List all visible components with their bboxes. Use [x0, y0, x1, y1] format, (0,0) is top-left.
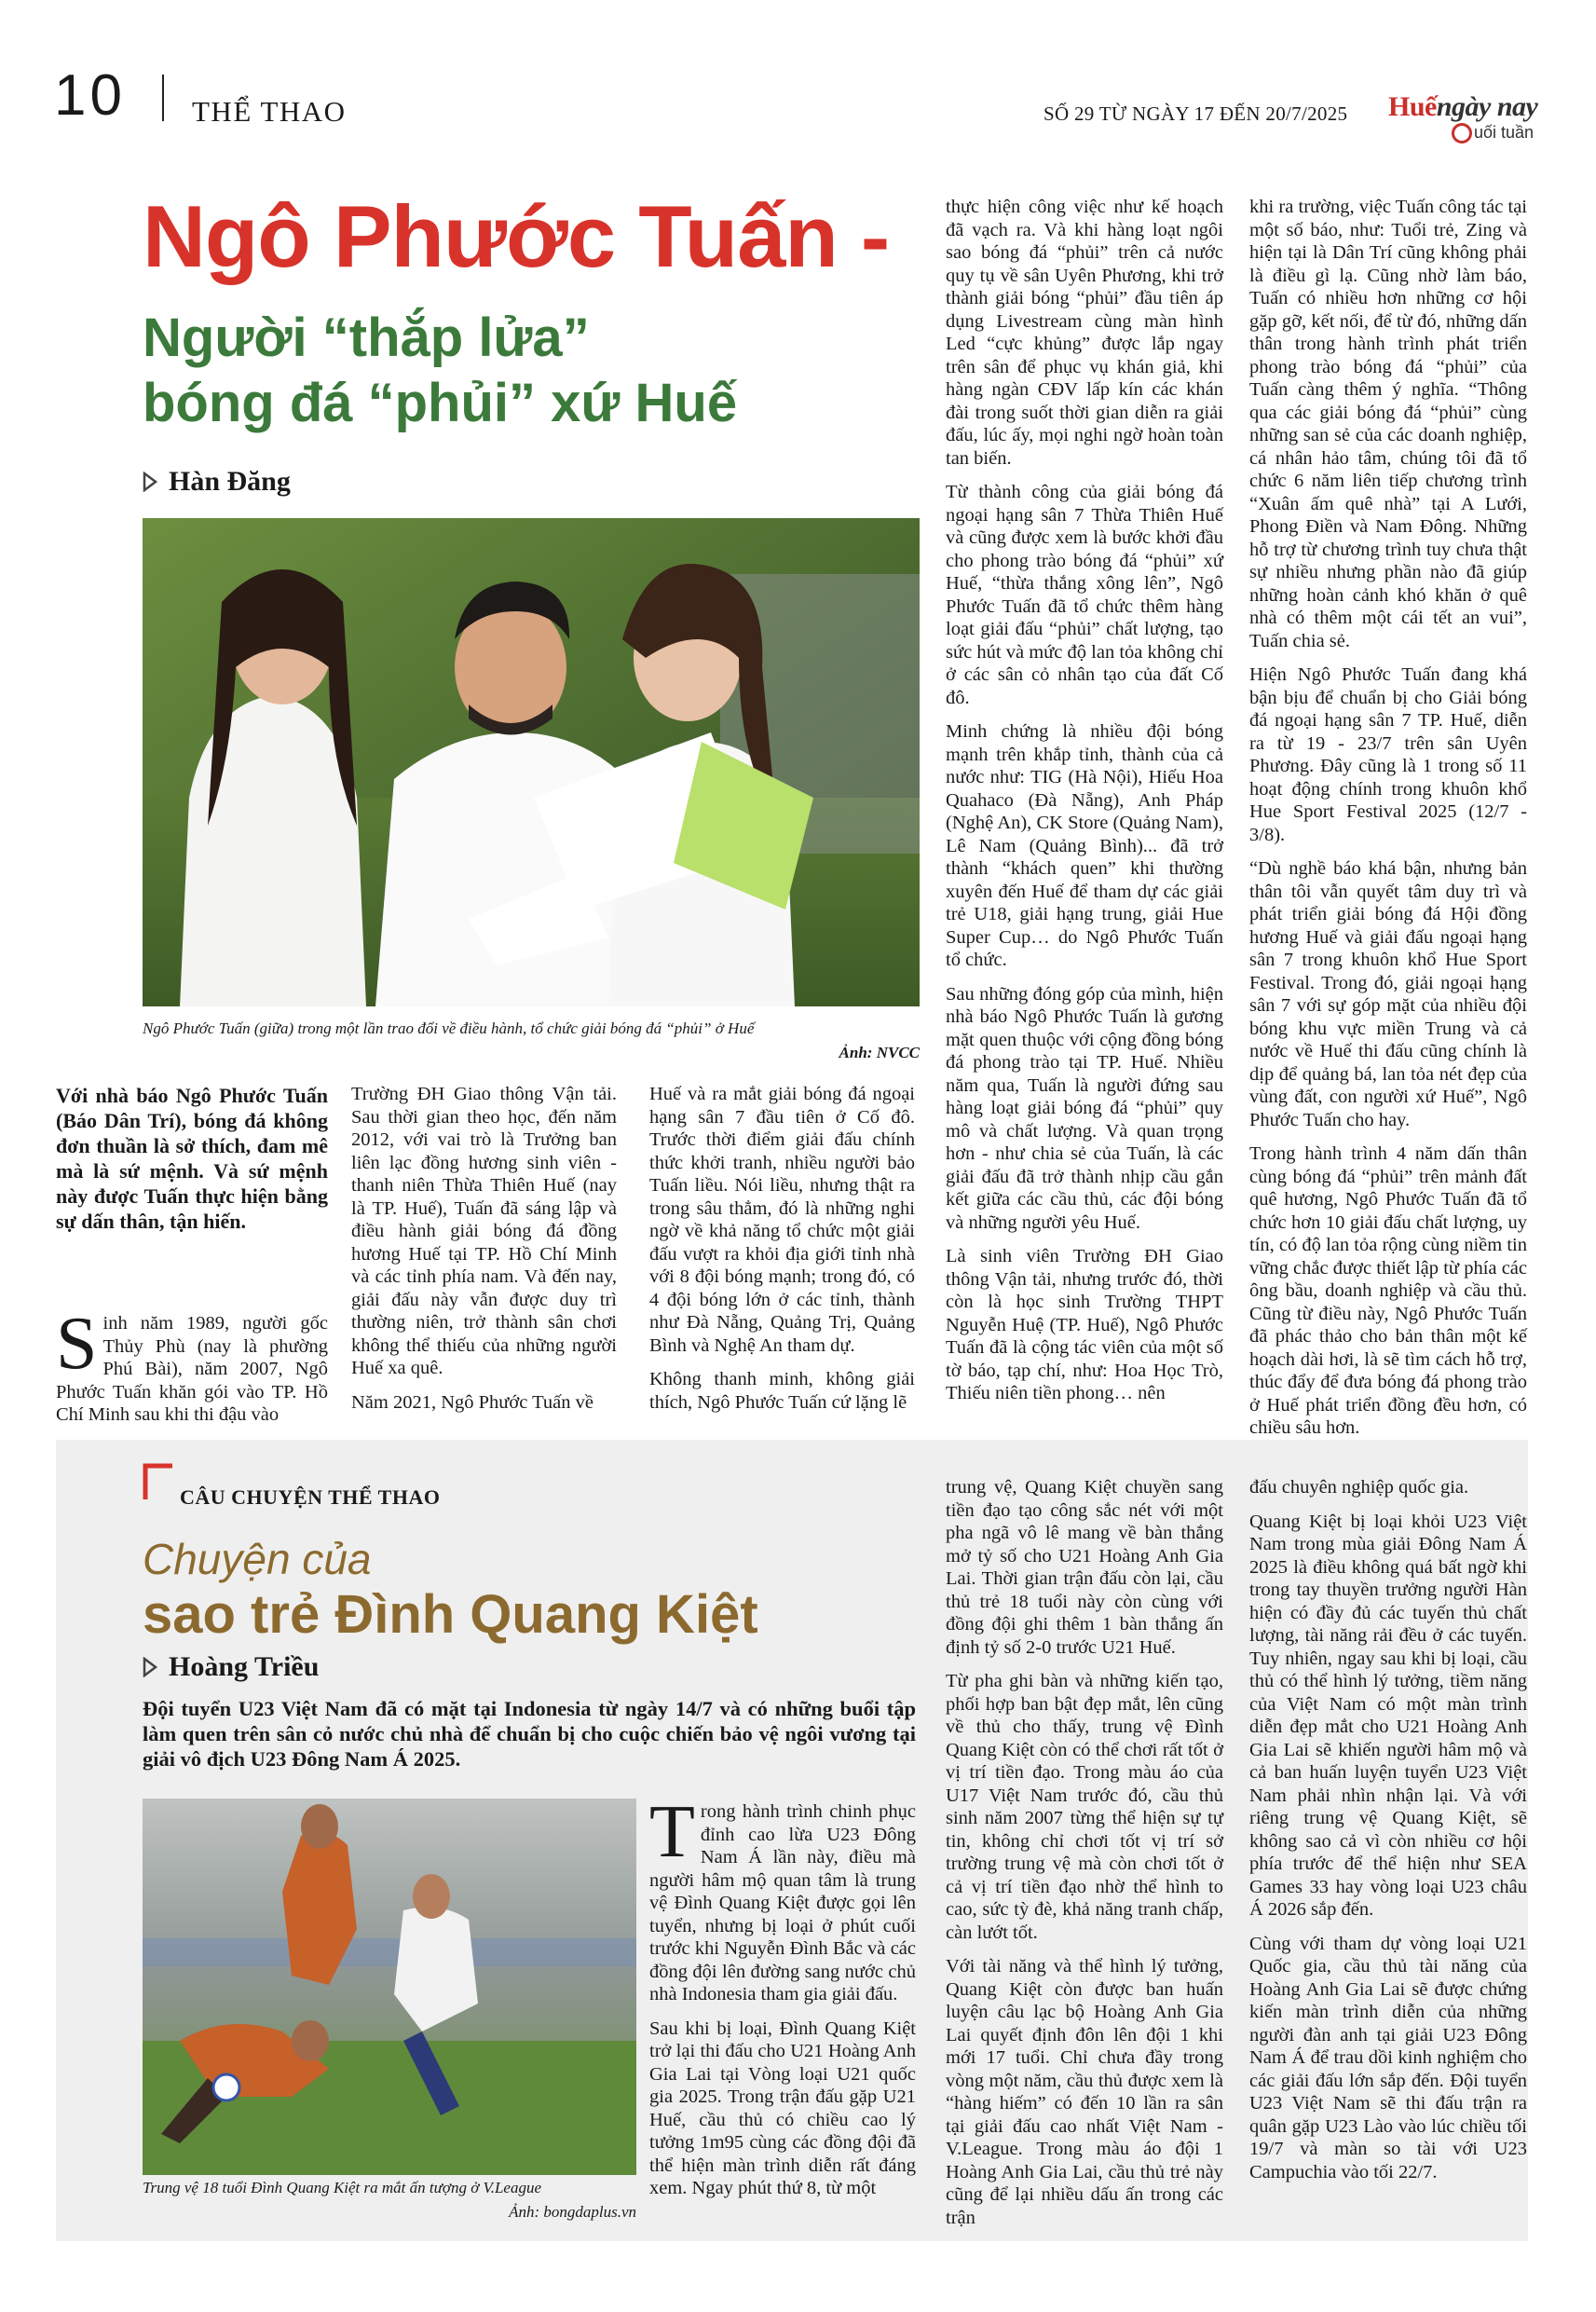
masthead-sub: uối tuần	[1474, 123, 1535, 142]
byline-author: Hoàng Triều	[169, 1651, 320, 1682]
photo-credit: Ảnh: bongdaplus.vn	[509, 2203, 636, 2221]
paragraph: inh năm 1989, người gốc Thủy Phù (nay là phường Phú Bài), năm 2007, Ngô Phước Tuấn khăn gói vào TP. Hồ Chí Minh sau khi thi đậu vào	[56, 1313, 328, 1425]
masthead-part1: Huế	[1388, 91, 1437, 122]
paragraph: Cùng với tham dự vòng loại U21 Quốc gia, cầu thủ tài năng của Hoàng Anh Gia Lai sẽ được chứng kiến màn trình diễn của những người đàn anh tại giải U23 Đông Nam Á để trau dồi kinh nghiệm cho các giải đấu lớn sắp đến. Đội tuyển U23 Việt Nam sẽ thi đấu trận ra quân gặp U23 Lào vào lúc chiều tối 19/7 và màn so tài với U23 Campuchia vào tối 22/7.	[1249, 1933, 1527, 2182]
masthead-logo	[1388, 93, 1556, 158]
photo-credit: Ảnh: NVCC	[839, 1044, 920, 1061]
headline2-line1: Chuyện của	[143, 1535, 372, 1583]
photo-caption: Trung vệ 18 tuổi Đình Quang Kiệt ra mắt ấn tượng ở V.League	[143, 2179, 542, 2196]
paragraph: Không thanh minh, không giải thích, Ngô Phước Tuấn cứ lặng lẽ	[649, 1369, 915, 1413]
section-bracket-icon	[143, 1463, 174, 1502]
masthead-c-icon	[1452, 123, 1472, 144]
body-column-b	[351, 1083, 617, 1425]
headline2-line2: sao trẻ Đình Quang Kiệt	[143, 1584, 758, 1645]
paragraph: Trường ĐH Giao thông Vận tải. Sau thời gian theo học, đến năm 2012, với vai trò là Trưởng ban liên lạc đồng hương sinh viên - thanh niên Thừa Thiên Huế (nay là TP. Huế), Tuấn đã sáng lập và điều hành giải bóng đá đồng hương Huế tại TP. Hồ Chí Minh và các tỉnh phía nam. Và đến nay, giải đấu này vẫn được duy trì thường niên, trở thành sân chơi không thể thiếu của những người Huế xa quê.	[351, 1084, 617, 1378]
paragraph: rong hành trình chinh phục đỉnh cao lừa U23 Đông Nam Á lần này, điều mà người hâm mộ quan tâm là trung vệ Đình Quang Kiệt được gọi lên tuyển, nhưng bị loại ở phút cuối trước khi Nguyễn Đình Bắc và các đồng đội lên đường sang nước chủ nhà Indonesia tham gia giải đấu.	[649, 1801, 916, 2004]
drop-cap: T	[649, 1791, 695, 1873]
body-column-d	[946, 196, 1223, 1416]
play-triangle-icon	[143, 1657, 156, 1677]
article-lead: Đội tuyển U23 Việt Nam đã có mặt tại Indonesia từ ngày 14/7 và có những buổi tập làm quen trên sân cỏ nước chủ nhà để chuẩn bị cho cuộc chiến bảo vệ ngôi vương tại giải vô địch U23 Đông Nam Á 2025.	[143, 1697, 916, 1771]
paragraph: Sau khi bị loại, Đình Quang Kiệt trở lại thi đấu cho U21 Hoàng Anh Gia Lai tại Vòng loại U21 quốc gia 2025. Trong trận đấu gặp U21 Huế, cầu thủ có chiều cao lý tưởng 1m95 cùng các đồng đội đã thể hiện màn trình diễn rất đáng xem. Ngay phút thứ 8, từ một	[649, 2018, 916, 2198]
play-triangle-icon	[143, 472, 156, 492]
paragraph: Với tài năng và thể hình lý tưởng, Quang Kiệt còn được ban huấn luyện câu lạc bộ Hoàng Anh Gia Lai quyết định đôn lên đội 1 khi mới 17 tuổi. Chỉ chưa đầy trong vòng một năm, cầu thủ được xem là “hàng hiếm” có đến 10 lần ra sân tại giải đấu cao nhất Việt Nam - V.League. Trong màu áo đội 1 Hoàng Anh Gia Lai, cầu thủ trẻ này cũng để lại nhiều dấu ấn trong các trận	[946, 1956, 1223, 2228]
article-lead: Với nhà báo Ngô Phước Tuấn (Báo Dân Trí), bóng đá không đơn thuần là sở thích, đam mê mà là sứ mệnh. Và sứ mệnh này được Tuấn thực hiện bằng sự dấn thân, tận hiến.	[56, 1084, 328, 1233]
paragraph: Sau những đóng góp của mình, hiện nhà báo Ngô Phước Tuấn là gương mặt quen thuộc với cộng đồng bóng đá phong trào tại TP. Huế. Nhiều năm qua, Tuấn là người đứng sau hàng loạt giải bóng đá “phủi” quy mô và chất lượng. Và quan trọng hơn - như chia sẻ của Tuấn, là các giải đấu đã trở thành nhịp cầu gắn kết giữa các cầu thủ, các đội bóng và những người yêu Huế.	[946, 983, 1223, 1233]
headline-sub-line2: bóng đá “phủi” xứ Huế	[143, 373, 738, 433]
byline	[143, 466, 291, 498]
header-divider	[162, 75, 164, 121]
paragraph: Minh chứng là nhiều đội bóng mạnh trên khắp tỉnh, thành của cả nước như: TIG (Hà Nội), Hiếu Hoa Quahaco (Đà Nẵng), Anh Pháp (Nghệ An), CK Store (Quảng Nam), Lê Nam (Quảng Bình)... đã trở thành “khách quen” khi thường xuyên đến Huế để tham dự các giải trẻ U18, giải hạng trung, giải Hue Super Cup… do Ngô Phước Tuấn tổ chức.	[946, 721, 1223, 970]
byline-author: Hàn Đăng	[169, 466, 291, 497]
paragraph: đấu chuyên nghiệp quốc gia.	[1249, 1477, 1469, 1498]
paragraph: Từ pha ghi bàn và những kiến tạo, phối hợp ban bật đẹp mắt, lên cũng về thủ cho thấy, trung vệ Đình Quang Kiệt còn có thể chơi rất tốt ở vị trí tiền đạo. Trong màu áo của U17 Việt Nam trước đó, cầu thủ sinh năm 2007 từng thể hiện sự tự tin, không chỉ chơi tốt vị trí sở trường trung vệ mà còn chơi tốt ở cả vị trí tiền đạo nhờ thể hình to cao, sức tỳ đè, khả năng tranh chấp, càn lướt tốt.	[946, 1671, 1223, 1943]
paragraph: thực hiện công việc như kế hoạch đã vạch ra. Và khi hàng loạt ngôi sao bóng đá “phủi” trên cả nước quy tụ về sân Uyên Phương, khi trở thành giải bóng “phủi” đầu tiên áp dụng Livestream cùng màn hình Led “cực khủng” được lắp ngay trên sân để phục vụ khán giả, khi hàng ngàn CĐV lấp kín các khán đài trong suốt thời gian diễn ra giải đấu, lúc ấy, mọi nghi ngờ hoàn toàn tan biến.	[946, 197, 1223, 469]
byline	[143, 1651, 319, 1683]
paragraph: Hiện Ngô Phước Tuấn đang khá bận bịu để chuẩn bị cho Giải bóng đá ngoại hạng sân 7 TP. Huế, diễn ra từ 19 - 23/7 trên sân Uyên Phương. Đây cũng là 1 trong số 11 hoạt động chính trong khuôn khổ Hue Sport Festival 2025 (12/7 - 3/8).	[1249, 664, 1527, 845]
paragraph: Năm 2021, Ngô Phước Tuấn về	[351, 1391, 593, 1413]
article-photo-match	[143, 1799, 636, 2175]
issue-info: SỐ 29 TỪ NGÀY 17 ĐẾN 20/7/2025	[1044, 103, 1348, 125]
headline-sub-line1: Người “thắp lửa”	[143, 308, 590, 368]
body-column-g	[946, 1476, 1223, 2240]
headline-main: Ngô Phước Tuấn -	[143, 187, 890, 285]
paragraph: Là sinh viên Trường ĐH Giao thông Vận tải, nhưng trước đó, thời còn là học sinh Trường THPT Nguyễn Huệ (TP. Huế), Ngô Phước Tuấn đã là cộng tác viên của một số tờ báo, tạp chí, như: Hoa Học Trò, Thiếu niên tiền phong… nên	[946, 1246, 1223, 1403]
section-tag: CÂU CHUYỆN THỂ THAO	[180, 1485, 441, 1509]
page-number: 10	[54, 63, 126, 128]
paragraph: Từ thành công của giải bóng đá ngoại hạng sân 7 Thừa Thiên Huế và cũng được xem là bước khởi đầu cho phong trào bóng đá “phủi” xứ Huế, “thừa thắng xông lên”, Ngô Phước Tuấn đã tổ chức thêm hàng loạt giải đấu “phủi” chất lượng, tạo sức hút và mức độ lan tỏa không chỉ ở các sân cỏ nhân tạo của đất Cố đô.	[946, 482, 1223, 708]
paragraph: Trong hành trình 4 năm dấn thân cùng bóng đá “phủi” trên mảnh đất quê hương, Ngô Phước Tuấn đã tổ chức hơn 10 giải đấu chất lượng, uy tín, có độ lan tỏa rộng cùng niềm tin vững chắc được thiết lập từ phía các ông bầu, doanh nghiệp và cầu thủ. Cũng từ điều này, Ngô Phước Tuấn đã phác thảo cho bản thân một kế hoạch dài hơi, là sẽ tìm cách hỗ trợ, thúc đẩy để đưa bóng đá phong trào ở Huế phát triển đồng đều hơn, có chiều sâu hơn.	[1249, 1143, 1527, 1438]
body-column-c	[649, 1083, 915, 1425]
body-column-f	[649, 1791, 916, 2211]
paragraph: Huế và ra mắt giải bóng đá ngoại hạng sân 7 đầu tiên ở Cố đô. Trước thời điểm giải đấu chính thức khởi tranh, nhiều người bảo Tuấn liều. Nói liều, nhưng thật ra trong sâu thẳm, đó là những nghi ngờ về khả năng tổ chức một giải đấu vượt ra khỏi địa giới tỉnh nhà với 8 đội bóng mạnh; trong đó, có 4 đội bóng lớn ở các tỉnh, thành như Đà Nẵng, Quảng Trị, Quảng Bình và Nghệ An tham dự.	[649, 1084, 915, 1356]
paragraph: Quang Kiệt bị loại khỏi U23 Việt Nam trong mùa giải Đông Nam Á 2025 là điều không quá bất ngờ khi trong tay thuyền trưởng người Hàn hiện có đầy đủ các tuyến thủ chất lượng, tài năng rải đều ở các tuyến. Tuy nhiên, ngay sau khi bị loại, cầu thủ có thể hình lý tưởng, tiềm năng của Việt Nam có một màn trình diễn đẹp mắt cho U21 Hoàng Anh Gia Lai sẽ khiến người hâm mộ và cả ban huấn luyện tuyển U23 Việt Nam phải nhìn nhận lại. Và với riêng trung vệ Quang Kiệt, sẽ không sao cả vì còn nhiều cơ hội phía trước để thể hiện như SEA Games 33 hay vòng loại U23 châu Á 2026 sắp đến.	[1249, 1511, 1527, 1920]
article-photo-interview	[143, 518, 920, 1006]
section-label: THỂ THAO	[192, 95, 347, 128]
paragraph: khi ra trường, việc Tuấn công tác tại một số báo, như: Tuổi trẻ, Zing và hiện tại là Dân Trí cũng không phải là điều gì lạ. Cũng nhờ làm báo, Tuấn có nhiều hơn những cơ hội gặp gỡ, kết nối, để từ đó, những dấn thân trong hành trình phát triển phong trào bóng đá “phủi” của Tuấn càng thêm ý nghĩa. “Thông qua các giải bóng đá “phủi” cùng những san sẻ của các doanh nghiệp, cá nhân hảo tâm, chúng tôi đã tổ chức 6 năm liên tiếp chương trình “Xuân ấm quê nhà” tại A Lưới, Phong Điền và Nam Đông. Những hỗ trợ từ chương trình tuy chưa thật sự nhiều nhưng phần nào đã giúp những hoàn cảnh khó khăn ở quê nhà có thêm một cái tết an vui”, Tuấn chia sẻ.	[1249, 197, 1527, 651]
paragraph: trung vệ, Quang Kiệt chuyền sang tiền đạo tạo công sắc nét với một pha ngã vô lê mang về bàn thắng mở tỷ số cho U21 Hoàng Anh Gia Lai. Thời gian trận đấu còn lại, cầu thủ trẻ 18 tuổi này còn cùng với đồng đội ghi thêm 1 bàn thắng ấn định tỷ số 2-0 trước U21 Huế.	[946, 1477, 1223, 1658]
paragraph: “Dù nghề báo khá bận, nhưng bản thân tôi vẫn quyết tâm duy trì và phát triển giải bóng đá Hội đồng hương Huế và giải đấu ngoại hạng sân 7 trong khuôn khổ Hue Sport Festival. Trong đó, giải ngoại hạng sân 7 với sự góp mặt của nhiều đội bóng khu vực miền Trung và cả nước về Huế thi đấu cũng chính là dịp để quảng bá, lan tỏa nét đẹp của vùng đất, con người xứ Huế”, Ngô Phước Tuấn cho hay.	[1249, 858, 1527, 1130]
headline-sub	[143, 306, 737, 436]
photo-caption: Ngô Phước Tuấn (giữa) trong một lần trao đổi về điều hành, tổ chức giải bóng đá “phủi” ở Huế	[143, 1019, 755, 1037]
body-column-e	[1249, 196, 1527, 1451]
body-column-h	[1249, 1476, 1527, 2195]
masthead-part2: ngày nay	[1436, 91, 1538, 122]
body-column-a	[56, 1303, 328, 1438]
drop-cap: S	[56, 1303, 98, 1385]
